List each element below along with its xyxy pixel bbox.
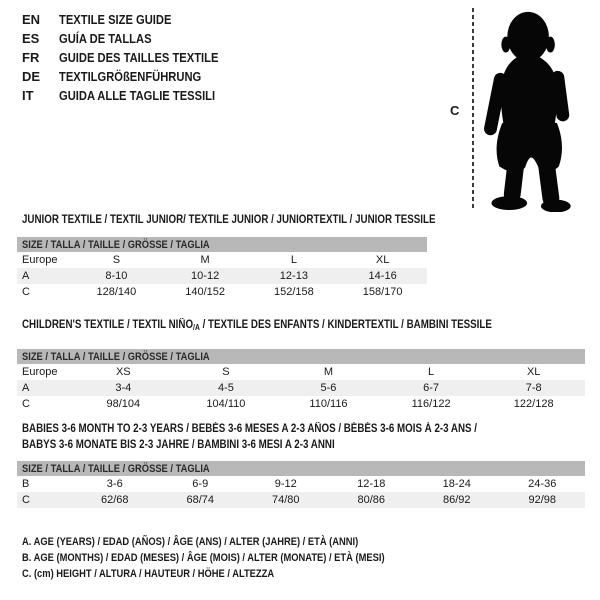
table-cell: M [200,254,210,266]
table-cell: 10-12 [191,270,220,282]
footnote-c: C. (cm) HEIGHT / ALTURA / HAUTEUR / HÖHE / ALTEZZA [22,568,275,580]
lang-row-fr [22,48,244,67]
table-row [17,364,585,380]
table-cell: S [112,254,121,266]
lang-row-es [22,29,244,48]
table-cell: 104/110 [206,398,246,410]
table-cell: L [428,366,435,378]
babies-size-table [17,461,585,508]
baby-silhouette [476,4,600,212]
lang-code: IT [22,88,34,103]
table-cell: 74/80 [271,494,300,506]
table-row [17,380,585,396]
row-label: A [22,270,30,282]
size-header-label: SIZE / TALLA / TAILLE / GRÖSSE / TAGLIA [22,462,210,475]
table-cell: 86/92 [442,494,471,506]
table-cell: 122/128 [513,398,554,410]
table-row [17,492,585,508]
lang-row-it [22,86,244,105]
junior-table-body [17,252,427,300]
table-cell: M [323,366,334,378]
children-heading-post: / TEXTILE DES ENFANTS / KINDERTEXTIL / BAMBINI TESSILE [199,319,492,331]
lang-title: TEXTILE SIZE GUIDE [59,12,172,27]
row-label: A [22,382,30,394]
size-header-label: SIZE / TALLA / TAILLE / GRÖSSE / TAGLIA [22,238,210,251]
table-cell: 98/104 [106,398,141,410]
table-cell: 8-10 [105,270,128,282]
table-cell: 14-16 [368,270,397,282]
lang-code: ES [22,31,40,46]
size-header-label: SIZE / TALLA / TAILLE / GRÖSSE / TAGLIA [22,350,210,363]
children-heading-pre: CHILDREN'S TEXTILE / TEXTIL NIÑO [22,319,194,331]
table-cell: 6-9 [192,478,209,490]
row-label: Europe [22,366,58,378]
height-dashed-line [472,8,474,208]
table-cell: 6-7 [423,382,440,394]
language-list [22,10,244,105]
table-cell: XL [375,254,390,266]
row-label: C [22,398,30,410]
row-label: C [22,494,30,506]
table-cell: XS [115,366,131,378]
table-cell: 110/116 [309,398,348,410]
table-row [17,284,427,300]
footnote-b: B. AGE (MONTHS) / EDAD (MESES) / ÂGE (MOIS) / ALTER (MONATE) / ETÀ (MESI) [22,552,385,564]
table-cell: XL [526,366,541,378]
footnote-legend [22,534,449,582]
size-header-bar [17,461,585,476]
table-cell: 24-36 [528,478,557,490]
table-cell: 3-4 [115,382,132,394]
table-cell: 12-13 [279,270,308,282]
table-cell: 7-8 [525,382,542,394]
children-size-table [17,349,585,412]
row-label: Europe [22,254,58,266]
row-label: B [22,478,30,490]
table-cell: 5-6 [320,382,337,394]
children-section-heading [22,317,492,336]
lang-code: FR [22,50,40,65]
table-row [17,476,585,492]
table-cell: 152/158 [273,286,314,298]
table-cell: 128/140 [96,286,137,298]
lang-title: GUIDE DES TAILLES TEXTILE [59,50,219,65]
babies-table-body [17,476,585,508]
table-cell: 18-24 [442,478,471,490]
babies-heading-line1: BABIES 3-6 MONTH TO 2-3 YEARS / BEBÉS 3-6 MESES A 2-3 AÑOS / BÉBÉS 3-6 MOIS À 2-3 ANS / [22,423,478,435]
lang-code: DE [22,69,41,84]
children-table-body [17,364,585,412]
table-cell: 9-12 [274,478,297,490]
lang-code: EN [22,12,41,27]
table-row [17,252,427,268]
table-cell: 68/74 [186,494,215,506]
table-cell: 116/122 [411,398,451,410]
table-cell: 92/98 [528,494,557,506]
table-cell: 12-18 [357,478,386,490]
size-header-bar [17,237,427,252]
junior-section-heading: JUNIOR TEXTILE / TEXTIL JUNIOR/ TEXTILE JUNIOR / JUNIORTEXTIL / JUNIOR TESSILE [22,214,436,226]
height-measure-label: C [450,103,460,118]
table-cell: 62/68 [100,494,129,506]
table-cell: 140/152 [185,286,225,298]
lang-row-de [22,67,244,86]
table-cell: 158/170 [362,286,403,298]
lang-title: GUÍA DE TALLAS [59,31,152,46]
table-cell: 80/86 [357,494,386,506]
children-heading-subscript: /A [193,323,200,332]
table-cell: 4-5 [217,382,234,394]
size-header-bar [17,349,585,364]
row-label: C [22,286,30,298]
babies-section-heading [22,421,477,453]
footnote-a: A. AGE (YEARS) / EDAD (AÑOS) / ÂGE (ANS) / ALTER (JAHRE) / ETÀ (ANNI) [22,536,359,548]
table-cell: S [222,366,230,378]
lang-row-en [22,10,244,29]
babies-heading-line2: BABYS 3-6 MONATE BIS 2-3 JAHRE / BAMBINI 3-6 MESI A 2-3 ANNI [22,439,335,451]
table-row [17,268,427,284]
table-row [17,396,585,412]
lang-title: TEXTILGRÖßENFÜHRUNG [59,69,202,84]
junior-size-table [17,237,427,300]
table-cell: 3-6 [106,478,123,490]
table-cell: L [290,254,297,266]
lang-title: GUIDA ALLE TAGLIE TESSILI [59,88,216,103]
